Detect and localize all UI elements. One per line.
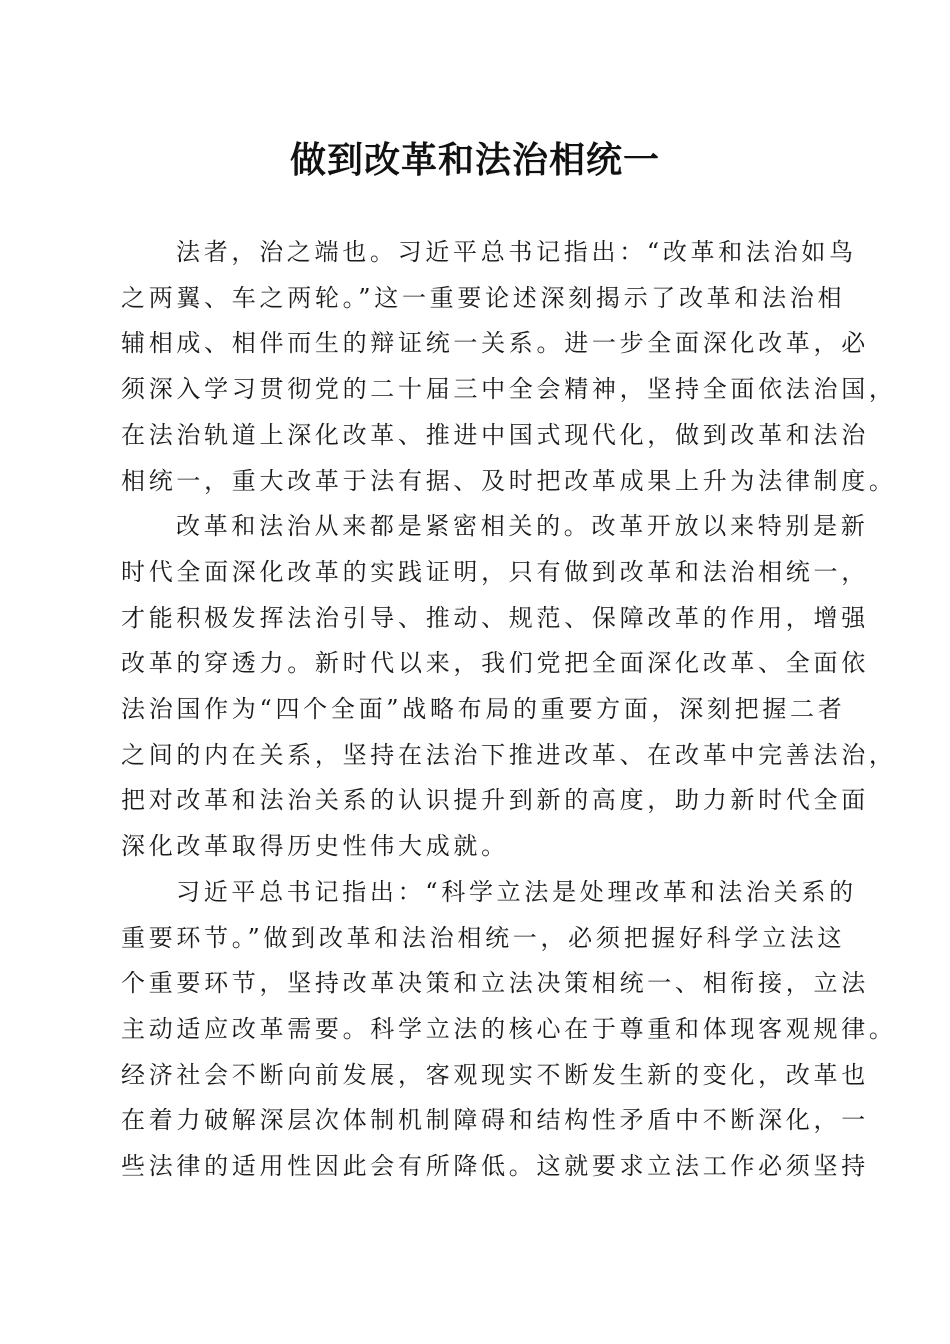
text-line: 经济社会不断向前发展，客观现实不断发生新的变化，改革也 (121, 1060, 869, 1089)
text-line: 在法治轨道上深化改革、推进中国式现代化，做到改革和法治 (121, 420, 869, 449)
paragraph-1 (121, 230, 897, 504)
document-title: 做到改革和法治相统一 (289, 139, 660, 181)
text-line: 之两翼、车之两轮。”这一重要论述深刻揭示了改革和法治相 (121, 283, 846, 312)
text-line: 把对改革和法治关系的认识提升到新的高度，助力新时代全面 (121, 786, 869, 815)
text-line: 个重要环节，坚持改革决策和立法决策相统一、相衔接，立法 (121, 969, 869, 998)
text-line: 在着力破解深层次体制机制障碍和结构性矛盾中不断深化，一 (121, 1106, 869, 1135)
document-body (121, 230, 897, 1190)
text-line: 时代全面深化改革的实践证明，只有做到改革和法治相统一， (121, 557, 869, 586)
text-line: 些法律的适用性因此会有所降低。这就要求立法工作必须坚持 (121, 1152, 869, 1181)
paragraph-3 (121, 870, 897, 1190)
text-line: 重要环节。”做到改革和法治相统一，必须把握好科学立法这 (121, 923, 846, 952)
text-line: 改革的穿透力。新时代以来，我们党把全面深化改革、全面依 (121, 649, 869, 678)
paragraph-2 (121, 504, 897, 870)
text-line: 改革和法治从来都是紧密相关的。改革开放以来特别是新 (176, 512, 869, 541)
text-line: 法者，治之端也。习近平总书记指出：“改革和法治如鸟 (176, 238, 857, 266)
text-line: 主动适应改革需要。科学立法的核心在于尊重和体现客观规律。 (121, 1014, 897, 1043)
text-line: 之间的内在关系，坚持在法治下推进改革、在改革中完善法治， (121, 740, 897, 769)
text-line: 须深入学习贯彻党的二十届三中全会精神，坚持全面依法治国， (121, 375, 897, 404)
text-line: 相统一，重大改革于法有据、及时把改革成果上升为法律制度。 (121, 466, 897, 495)
text-line: 才能积极发挥法治引导、推动、规范、保障改革的作用，增强 (121, 603, 869, 632)
text-line: 习近平总书记指出：“科学立法是处理改革和法治关系的 (176, 877, 857, 906)
text-line: 深化改革取得历史性伟大成就。 (121, 832, 509, 861)
text-line: 辅相成、相伴而生的辩证统一关系。进一步全面深化改革，必 (121, 329, 869, 358)
text-line: 法治国作为“四个全面”战略布局的重要方面，深刻把握二者 (121, 695, 846, 724)
